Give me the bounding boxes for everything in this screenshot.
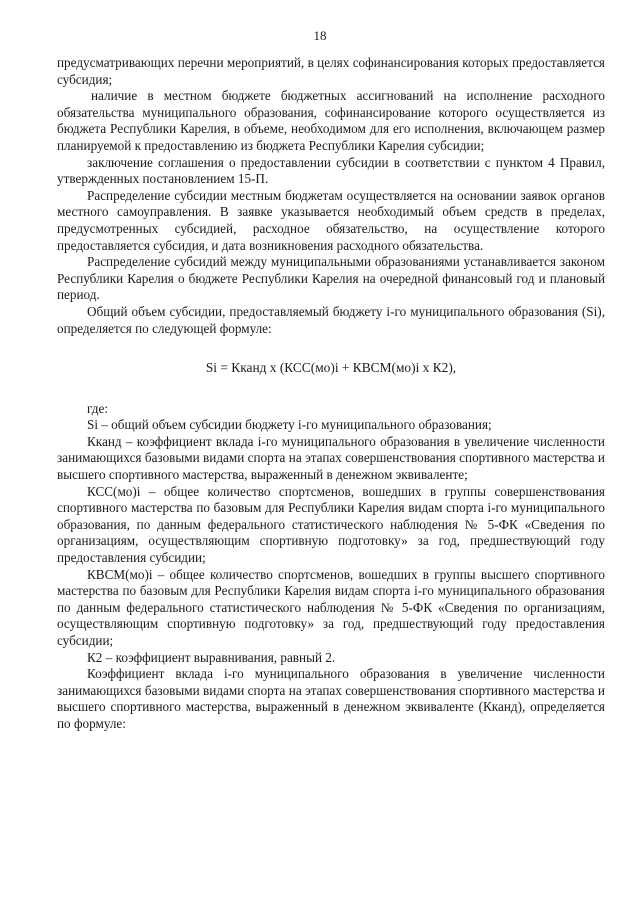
where-label: где: [87, 400, 108, 416]
paragraph-distribution-law: Распределение субсидий между муниципальными образованиями устанавливается законом Республики Карелия о бюджете Республики Карелия на очередной финансовый год и плановый период. [57, 254, 605, 303]
paragraph-distribution-applications: Распределение субсидии местным бюджетам осуществляется на основании заявок органов местного самоуправления. В заявке указывается необходимый объем средств в пределах, предусмотренных субсидией, расходное обязательство, на осуществление которого предоставляется субсидия, и дата возникновения расходного обязательства. [57, 187, 605, 253]
document-body [57, 55, 605, 733]
definition-k2: К2 – коэффициент выравнивания, равный 2. [87, 649, 336, 665]
paragraph-agreement: заключение соглашения о предоставлении субсидии в соответствии с пунктом 4 Правил, утвержденных постановлением 15-П. [57, 154, 605, 187]
formula-si: Si = Кканд x (КСС(мо)i + КВСМ(мо)i x К2), [205, 360, 457, 376]
definition-si: Si – общий объем субсидии бюджету i-го муниципального образования; [87, 417, 492, 433]
definition-kss: КСС(мо)i – общее количество спортсменов, вошедших в группы совершенствования спортивного мастерства по базовым для Республики Карелия видам спорта i-го муниципального образования, по данным федерального статистического наблюдения № 5-ФК «Сведения по организациям, осуществляющим спортивную подготовку» за год, предшествующий году предоставления субсидии; [57, 483, 605, 566]
paragraph-kkand-formula-intro: Коэффициент вклада i-го муниципального образования в увеличение численности занимающихся базовыми видами спорта на этапах совершенствования спортивного мастерства и высшего спортивного мастерства, выраженный в денежном эквиваленте (Кканд), определяется по формуле: [57, 666, 605, 731]
definition-kkand: Кканд – коэффициент вклада i-го муниципального образования в увеличение численности занимающихся базовыми видами спорта на этапах совершенствования спортивного мастерства и высшего спортивного мастерства, выраженный в денежном эквиваленте; [57, 433, 605, 483]
paragraph-budget-allocation: наличие в местном бюджете бюджетных ассигнований на исполнение расходного обязательства муниципального образования, софинансирование которого осуществляется из бюджета Республики Карелия, в объеме, необходимом для его исполнения, включающем размер планируемой к предоставлению из бюджета Республики Карелия субсидии; [57, 88, 605, 153]
page-number: 18 [313, 28, 327, 43]
paragraph-continuation: предусматривающих перечни мероприятий, в целях софинансирования которых предоставляется субсидия; [57, 55, 605, 87]
paragraph-total-volume: Общий объем субсидии, предоставляемый бюджету i-го муниципального образования (Si), определяется по следующей формуле: [57, 303, 605, 336]
definition-kvsm: КВСМ(мо)i – общее количество спортсменов, вошедших в группы высшего спортивного мастерства по базовым для Республики Карелия видам спорта i-го муниципального образования по данным федерального статистического наблюдения № 5-ФК «Сведения по организациям, осуществляющим спортивную подготовку» за год, предшествующий году предоставления субсидии; [57, 566, 605, 648]
